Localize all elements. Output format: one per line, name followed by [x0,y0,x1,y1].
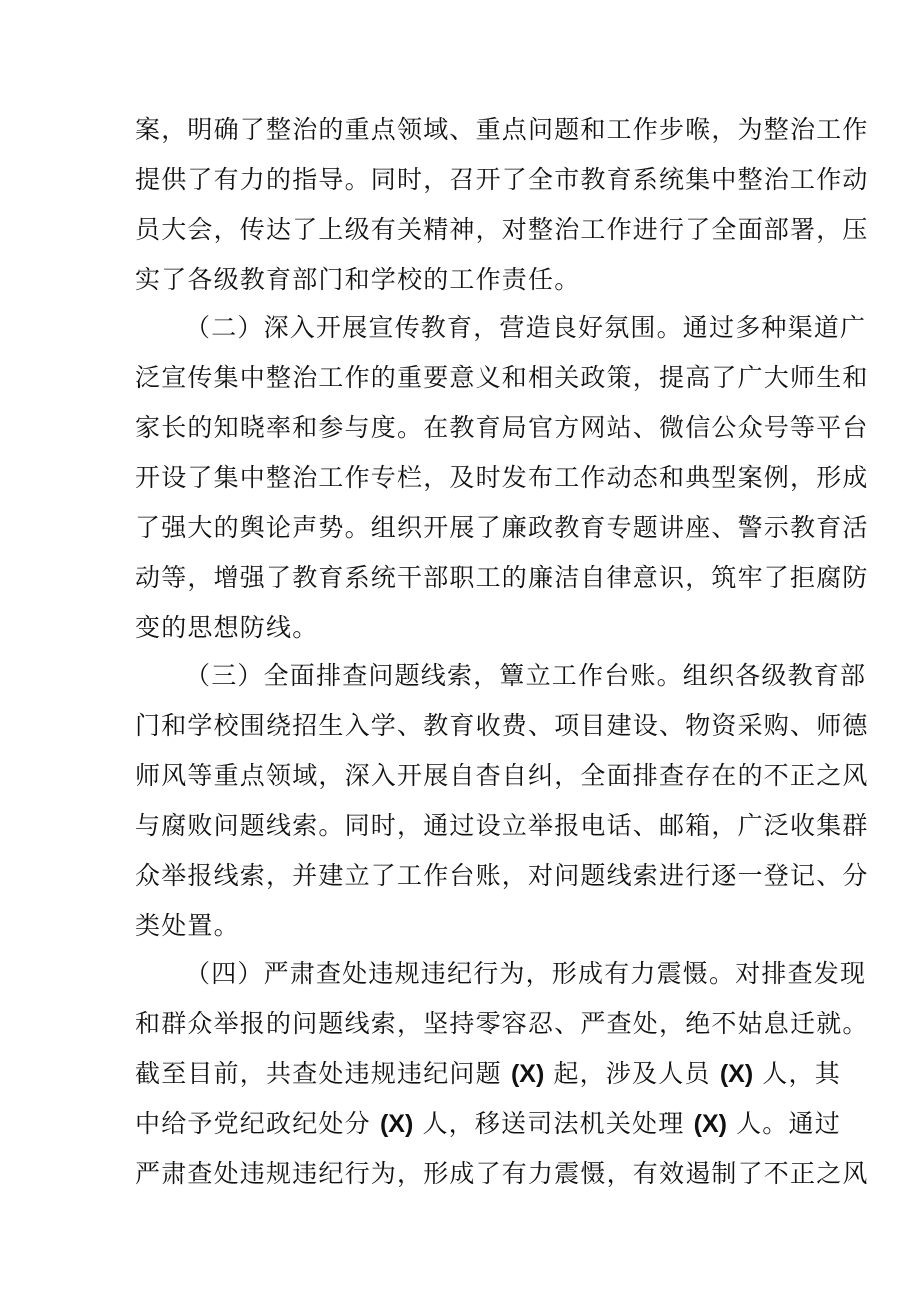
section-heading-line: （三）全面排查问题线索，簟立工作台账。组织各级教育部 [185,661,867,690]
text-line: 开设了集中整治工作专栏，及时发布工作动态和典型案例，形成 [135,463,869,492]
text-segment: 人。通过 [736,1109,841,1138]
placeholder-count: (X) [379,1110,414,1138]
text-line: 泛宣传集中整治工作的重要意义和相关政策，提高了广大师生和 [135,363,869,392]
text-line-with-placeholders [135,1049,841,1099]
placeholder-count: (X) [693,1110,727,1138]
text-line: 门和学校围绕招生入学、教育收费、项目建设、物资采购、师德 [135,711,869,740]
text-segment: 中给予党纪政纪处分 [135,1109,371,1138]
text-line: 家长的知晓率和参与度。在教育局官方网站、微信公众号等平台 [135,413,869,442]
text-line: 案，明确了整治的重点领域、重点问题和工作步喉，为整治工作 [135,115,869,144]
text-line: 提供了有力的指导。同时，召开了全市教育系统集中整治工作动 [135,165,869,194]
text-segment: 起，涉及人员 [553,1059,711,1088]
text-line: 动等，增强了教育系统干部职工的廉洁自律意识，筑牢了拒腐防 [135,563,869,592]
text-line: 了强大的舆论声势。组织开展了廉政教育专题讲座、警示教育活 [135,513,869,542]
text-segment: 人，其 [762,1059,841,1088]
section-heading-line: （四）严肃查处违规违纪行为，形成有力震慑。对排查发现 [185,959,867,988]
text-segment: 截至目前，共查处违规违纪问题 [135,1059,502,1088]
text-line: 与腐败问题线索。同时，通过设立举报电话、邮箱，广泛收集群 [135,811,869,840]
text-line: 员大会，传达了上级有关精神，对整治工作进行了全面部署，压 [135,215,869,244]
text-line: 师风等重点领域，深入开展自杳自纠，全面排查存在的不正之风 [135,761,869,790]
section-heading-line: （二）深入开展宣传教育，营造良好氛围。通过多种渠道广 [185,313,867,342]
placeholder-count: (X) [510,1060,545,1088]
text-line-with-placeholders [135,1099,841,1149]
text-line: 严肃查处违规违纪行为，形成了有力震慑，有效遏制了不正之风 [135,1159,869,1188]
text-line: 类处置。 [135,911,240,940]
text-line: 众举报线索，并建立了工作台账，对问题线索进行逐一登记、分 [135,861,869,890]
text-line: 实了各级教育部门和学校的工作责任。 [135,265,581,294]
text-line: 和群众举报的问题线索，坚持零容忍、严查处，绝不姑息迁就。 [135,1009,869,1038]
placeholder-count: (X) [719,1060,754,1088]
text-line: 变的思想防线。 [135,613,319,642]
text-segment: 人，移送司法机关处理 [422,1109,685,1138]
